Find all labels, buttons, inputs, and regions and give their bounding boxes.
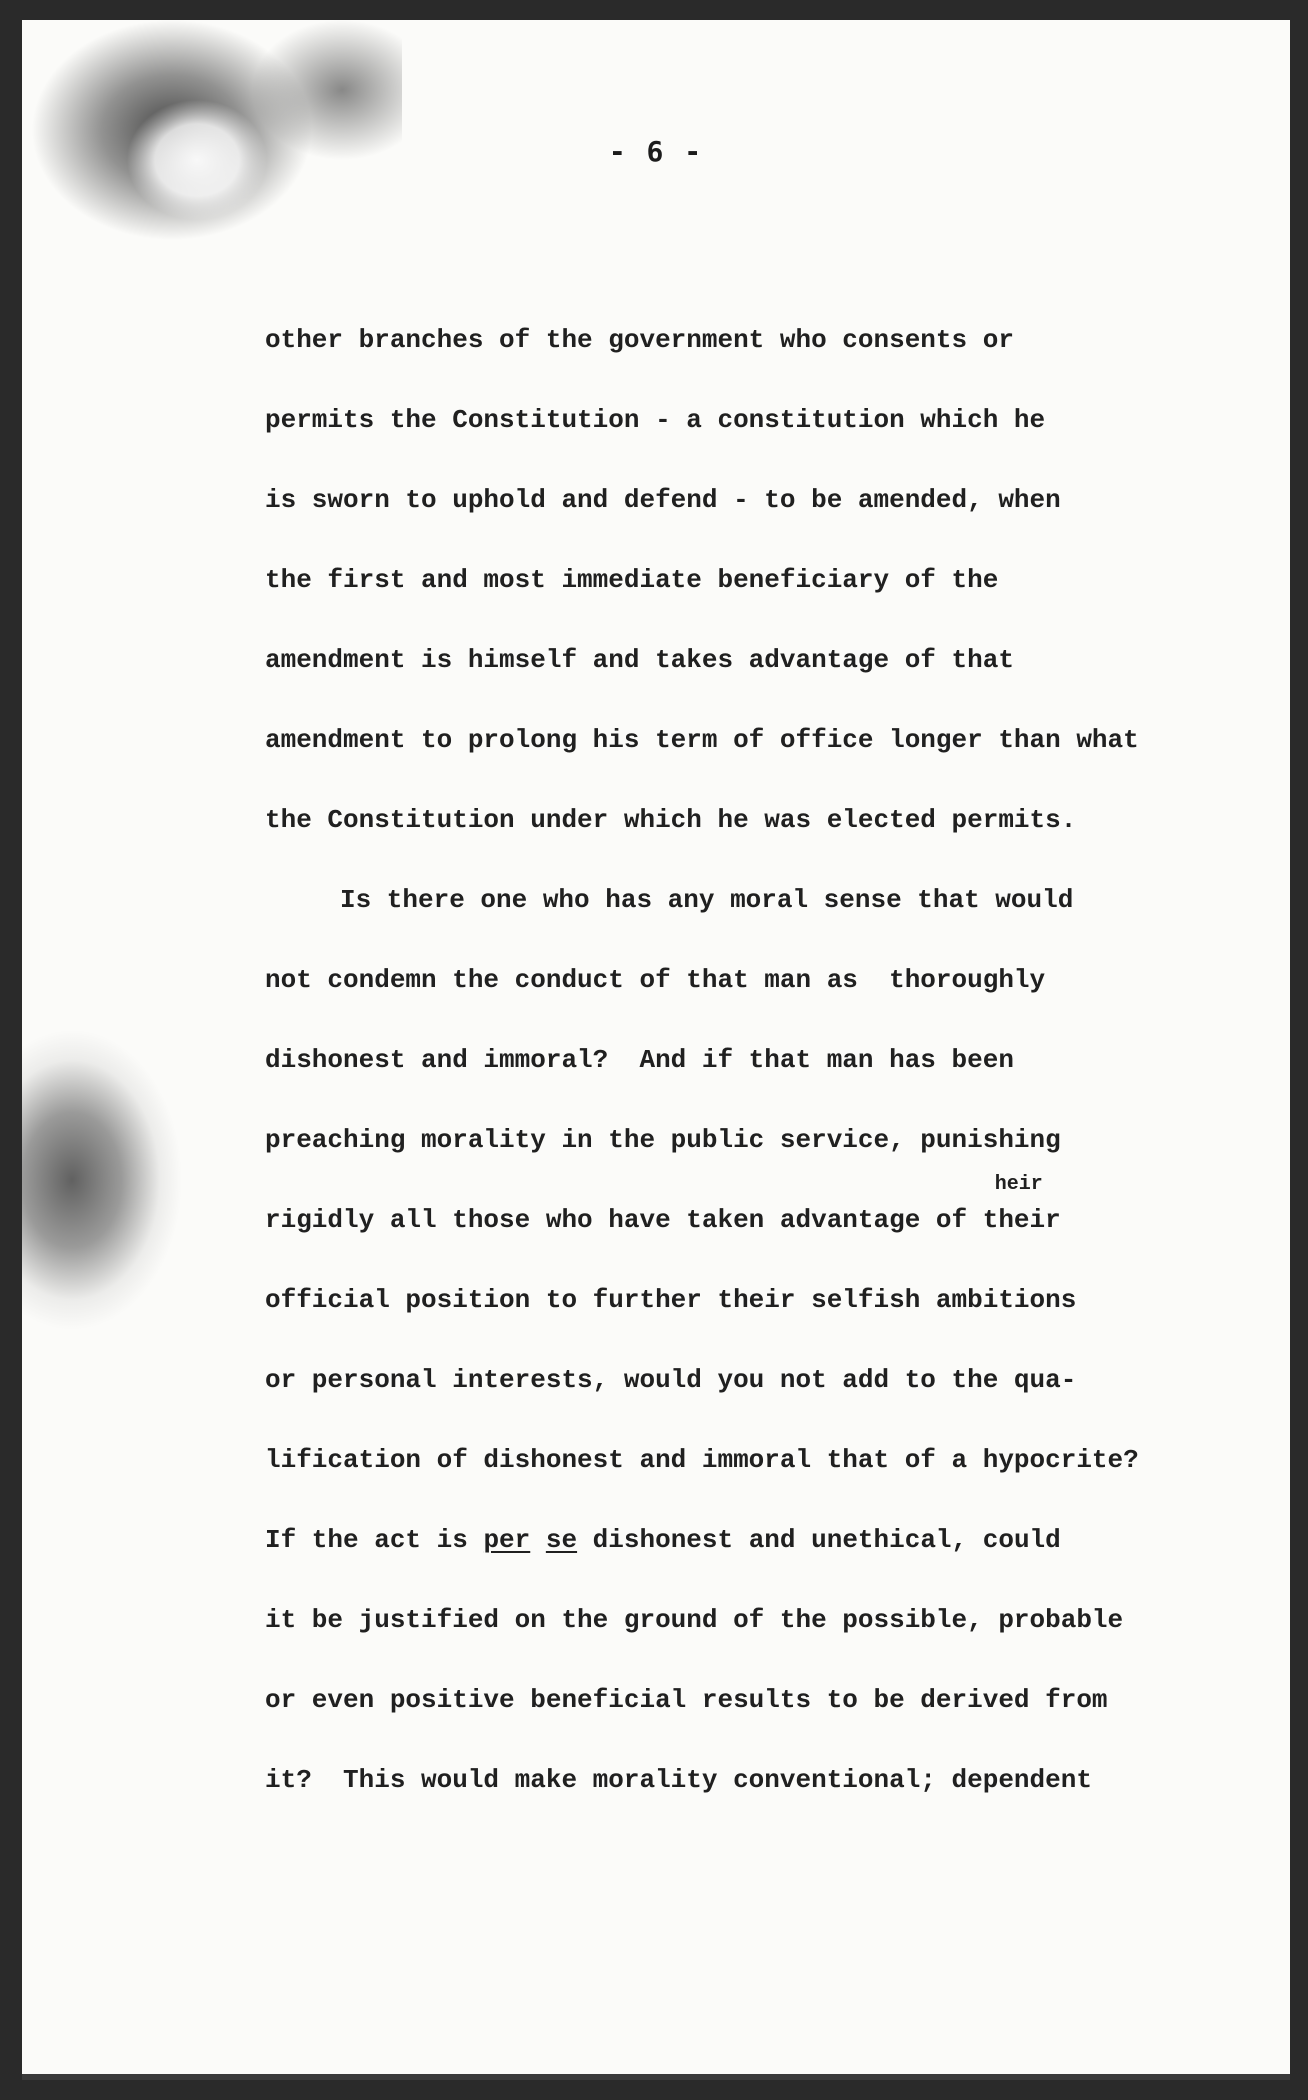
line-16-start: If the act is (265, 1525, 484, 1555)
typed-correction (982, 1173, 1061, 1235)
text-line-11: preaching morality in the public service, punishing (265, 1125, 1061, 1155)
text-line-13: official position to further their selfish ambitions (265, 1285, 1077, 1315)
text-line-9: not condemn the conduct of that man as thoroughly (265, 965, 1046, 995)
text-line-6: amendment to prolong his term of office longer than what (265, 725, 1139, 755)
line-12-text: rigidly all those who have taken advantage of (265, 1205, 983, 1235)
ink-stain-left-margin (22, 1000, 222, 1360)
text-line-12 (265, 1173, 1245, 1260)
text-line-14: or personal interests, would you not add to the qua- (265, 1365, 1077, 1395)
body-text (265, 300, 1245, 1820)
text-line-5: amendment is himself and takes advantage of that (265, 645, 1014, 675)
page-number: - 6 - (608, 135, 704, 168)
underlined-se: se (545, 1525, 578, 1555)
text-line-3: is sworn to uphold and defend - to be amended, when (265, 485, 1061, 515)
text-line-8: Is there one who has any moral sense that would (340, 885, 1074, 915)
text-line-2: permits the Constitution - a constitution which he (265, 405, 1046, 435)
line-16-end: dishonest and unethical, could (577, 1525, 1061, 1555)
film-edge (22, 2074, 1290, 2080)
text-line-7: the Constitution under which he was elected permits. (265, 805, 1077, 835)
text-line-16 (265, 1500, 1245, 1580)
text-line-18: or even positive beneficial results to be derived from (265, 1685, 1108, 1715)
correction-inserted: heir (994, 1173, 1043, 1196)
text-line-17: it be justified on the ground of the possible, probable (265, 1605, 1124, 1635)
text-line-19: it? This would make morality conventional; dependent (265, 1765, 1092, 1795)
document-page (22, 20, 1290, 2080)
text-line-15: lification of dishonest and immoral that of a hypocrite? (265, 1445, 1139, 1475)
text-line-1: other branches of the government who consents or (265, 325, 1014, 355)
text-line-10: dishonest and immoral? And if that man has been (265, 1045, 1014, 1075)
correction-struck: their (982, 1205, 1061, 1235)
text-line-4: the first and most immediate beneficiary of the (265, 565, 999, 595)
line-16-space (530, 1525, 546, 1555)
underlined-per: per (483, 1525, 531, 1555)
